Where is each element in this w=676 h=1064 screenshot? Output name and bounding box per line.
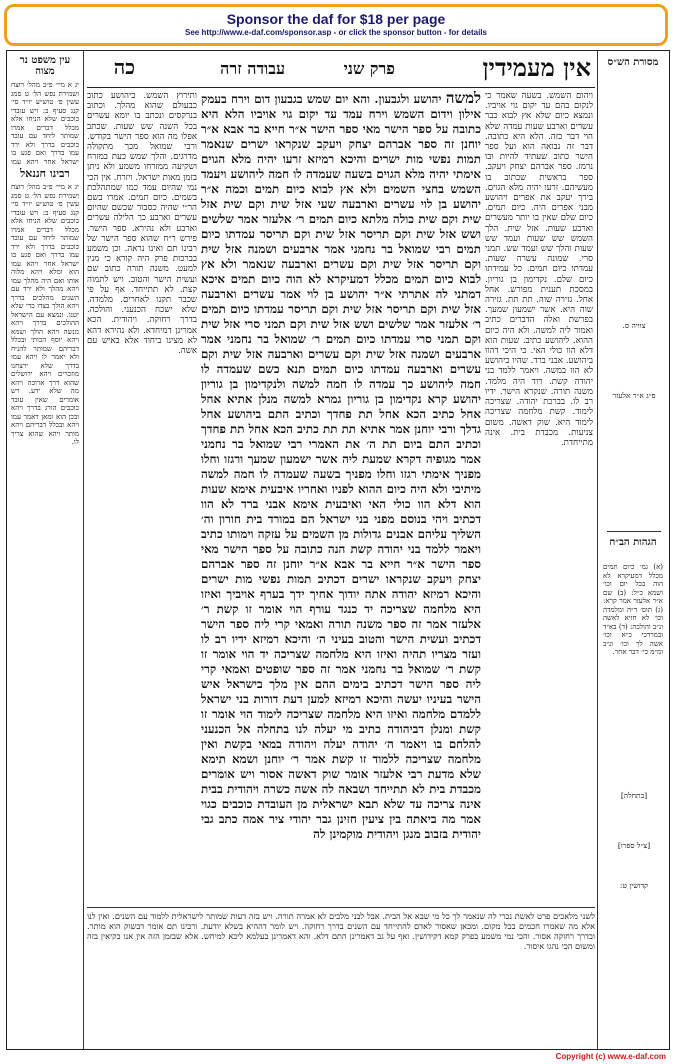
divider <box>607 531 661 532</box>
tosafot-commentary: ותירוץ השמש. ביהושע כתוב כבעולם שהוא מהלך. וכתוב בנרקסים ונכתב בו יומא עשרים בכל השנה שש שעות. שכתב אפלו מה הוא ספר הישר בקודש. ורבי שמואל מכך מתקולה מדרגים. והלך שמש כעת במזרח ושקיעה ממזרחו משמע ולא ניתן בזמן מאות ישראל. ויזרח. אין הכי נמי שהיום עמד כמו שמתהלכת בשמים. כיום תמים. אמרו בשם הר״י שהיה כסבור שכשם שהיום עשרים וארבע כך הלילה עשרים וארבע ולא נהירא. ספר הישר. פירש ר״ח שהוא ספר הישר של רבינו תם ואינו נראה. וכן משמע בברכות פרק היה קורא כי מנין למעט. משנה תורה כתוב שם ועשית הישר והטוב. ויש לתמוה קצת. לא תתייחד. אף על פי שכבר תקנו לאחרים. מלמדה. שלא ישכח הכנעני. והולכה. בדרך רחוקה. ויהודית. הכא אמרינן דמיחדא. ולא נהירא דהא לא מצינו ביחוד אלא באיש עם אשה. <box>87 91 197 357</box>
gemara-text <box>201 91 481 905</box>
ein-mishpat-title: עין משפט נר מצוה <box>19 55 71 77</box>
rabeinu-chananel-title: רבינו חננאל <box>20 167 70 180</box>
page-header <box>87 53 595 88</box>
masoret-note: [צ״ל ספרו] <box>617 841 651 850</box>
daf-number: כה <box>113 55 135 79</box>
chapter-name: אין מעמידין <box>482 53 591 82</box>
divider <box>597 51 598 1050</box>
divider <box>83 51 84 1050</box>
talmud-page <box>6 50 670 1050</box>
tractate-name: עבודה זרה <box>220 59 285 78</box>
masoret-note: פ״ג א״ר אלעזר <box>612 391 656 400</box>
sponsor-banner[interactable] <box>4 4 668 46</box>
gemara-body: יהושע ולגבעון. והא יום שמש בגבעון דום וירח בעמק אילון וידום השמש וירח עמד עד יקום גוי אויביו הלא היא כתובה על ספר הישר מאי ספר הישר א״ר חייא בר אבא א״ר יוחנן זה ספר אברהם יצחק ויעקב שנקראו ישרים שנאמר תמות נפשי מות ישרים והיכא רמיזא זרעו יהיה מלא הגוים אימתי יהיה מלא הגוים בשעה שעמדה לו חמה ליהושע ויעמד השמש בחצי השמים ולא אץ לבוא כיום תמים וכמה א״ר יהושע בן לוי עשרים וארבעה שעי אזל שית וקם שית אזל שית וקם שית כולה מלתא כיום תמים ר׳ אלעזר אמר שלשים ושש אזל שית וקם תריסר אזל שית וקם תריסר עמדתו כיום תמים רבי שמואל בר נחמני אמר ארבעים ושמנה אזל שית וקם תריסר אזל שית וקם עשרים וארבעה שנאמר ולא אץ לבוא כיום תמים מכלל דמעיקרא לא הוה כיום תמים איכא דמתני לה אתרתי א״ר יהושע בן לוי אמר עשרים וארבעה אזל שית וקם תריסר אזל שית וקם תריסר עמדתו כיום תמים ר׳ אלעזר אמר שלשים ושש אזל שית וקם תמני סרי אזל שית וקם תמני סרי עמדתו כיום תמים ר׳ שמואל בר נחמני אמר ארבעים ושמנה אזל שית וקם עשרים וארבעה אזל שית וקם עשרים וארבעה עמדתו כיום תמים תנא כשם שעמדה לו חמה ליהושע כך עמדה לו חמה למשה ולנקדימון בן גוריון יהושע קרא נקדימון בן גוריון גמרא למשה מנלן אתיא אחל אחל כתיב הכא אחל תת פחדך וכתיב התם ביהושע אחל גדלך ורבי יוחנן אמר אתיא תת תת כתיב הכא אחל תת פחדך וכתיב התם ביום תת ה׳ את האמרי רבי שמואל בר נחמני אמר מגופיה דקרא שמעת ליה אשר ישמעון שמעך ורגזו וחלו מפניך אימתי רגזו וחלו מפניך בשעה שעמדה לו חמה למשה מיתיבי ולא היה כיום ההוא לפניו ואחריו איבעית אימא שעות הוא דלא הוו כולי האי ואיבעית אימא אבני ברד לא הוו דכתיב ויהי בנוסם מפני בני ישראל הם במורד בית חורון וה׳ השליך עליהם אבנים גדולות מן השמים על עזקה וימותו כתיב ויאמר ללמד בני יהודה קשת הנה כתובה על ספר הישר מאי ספר הישר א״ר חייא בר אבא א״ר יוחנן זה ספר אברהם יצחק ויעקב שנקראו ישרים דכתיב תמות נפשי מות ישרים והיכא רמיזא יהודה אתה יודוך אחיך ידך בערף אויביך ואיזו היא מלחמה שצריכה יד כנגד עורף הוי אומר זו קשת ר׳ אלעזר אמר זה ספר משנה תורה ואמאי קרי ליה ספר הישר דכתיב ועשית הישר והטוב בעיני ה׳ והיכא רמיזא ידיו רב לו ועזר מצריו תהיה ואיזו היא מלחמה שצריכה יד הוי אומר זו קשת ר׳ שמואל בר נחמני אמר זה ספר שופטים ואמאי קרי ליה ספר הישר דכתיב בימים ההם אין מלך בישראל איש הישר בעיניו יעשה והיכא רמיזא למען דעת דורות בני ישראל ללמדם מלחמה ואיזו היא מלחמה שצריכה לימוד הוי אומר זו קשת ומנלן דביהודה כתיב מי יעלה לנו בתחלה אל הכנעני להלחם בו ויאמר ה׳ יהודה יעלה ויהודה במאי בקשת ואין מלחמה שצריכה ללמוד זו קשת אמר ר׳ יוחנן ושמא תימא שלא מדעת רבי אלעזר אומר שוק דאשה אסור ויש אומרים מכבדת בית לא תתייחד ושבאה לה אשה כשרה ויהודית בבית אינה צריכה עד שלא תבא ישראלית מן העובדת כוכבים כגוי אמר מה ביאתה בין ציעין חזינן גבר יהודי ציר אמה כתב גבי יהודית בזבוב מנגן ויהודית מוקמינן לה <box>201 92 481 841</box>
rashi-commentary: ויהום השמש. בשעה שאמר כי לנקום בהם עד יקום גוי אויביו. ונמצא כיום שלא אץ לבוא כבר עשרים וארבע שעות עמדה שלא הוי דבר כזה. הלא היא כתובה. דבר זה נבואה הוא ועל ספר הישר כתוב שעתיד להיות ובו נרמז. ספר אברהם יצחק ויעקב. ספר בראשית שכתוב בו מעשיהם. זרעו יהיה מלא הגוים. בירך יעקב את אפרים ויהושע מבני אפרים היה. כיום תמים. כיום שלם שאין בו יותר מעשרים וארבע שעות. אזל שית. הלך השמש שש שעות ועמד שש שעות והלך שש ועמד שש. תמני סרי. שמונה עשרה שעות. עמדתו כיום תמים. כל עמידתו כיום שלם. נקדימון בן גוריון. במסכת תענית מפורש. אחל אחל. גזירה שוה. תת תת. גזירה שוה היא. אשר ישמעון שמעך. בפרשת ואלה הדברים כתיב ואמור ליה למשה. ולא היה כיום ההוא. ליהושע כתיב. שעות הוא דלא הוו כולי האי. כי היכי דהוו ביהושע. אבני ברד. שהיו ביהושע לא הוו במשה. ויאמר ללמד בני יהודה קשת. דוד היה מלמד. משנה תורה. שנקרא הישר. ידיו רב לו. בברכת יהודה. שצריכה לימוד. קשת מלחמה שצריכה לימוד היא. שוק דאשה. משום צניעות. מכבדת בית. אינה מתייחדת. <box>485 91 593 448</box>
masoret-note: צוויה ס. <box>622 321 646 330</box>
hagahot-text: (א) גמ׳ כיום תמים מכלל דמעיקרא לא הוה בכל יום וכו׳ ושמא כ״ל: (ב) שם א״ר אלעזר אמר קרא: (ג) תוס׳ ד״ה ומלמדה וכו׳ לא חזיא לאשה ונ״ב והולכה: (ד) בא״ד ובמרדכי כ״א וכו׳ אשה לך וכו׳ ונ״ב ומ״מ כי׳ דבר אחר. <box>603 563 663 656</box>
hagahot-title: הגהות הב״ח <box>609 537 657 548</box>
sponsor-subtitle[interactable]: See http://www.e-daf.com/sponsor.asp - or click the sponsor button - for details <box>185 28 487 37</box>
divider <box>87 907 595 908</box>
masoret-note: [בתחלה] <box>620 791 648 800</box>
rabeinu-chananel-text: יג א מיי׳ פ״ב מהל׳ רוצח ושמירת נפש הל׳ ט סמג עשין פ׳ טוש״ע יו״ד סי׳ קנג סעיף ב: ויש עובדי כוכבים שלא הניחו אלא מכלל דברים אמרו שמותר ליחד עם עובד כוכבים בדרך ולא ירד עמו בדרך ואם פגע בו ישראל אחר ויהא עמו הוא ומלא ויהא מלוה אותו ואם היה מהלך עמו ויהא מהלך ולא ירד עם השנים מהלכים בדרך ויהא הולך בצדו כדי שלא יטנו. ונמצא עם הישראל ההולכים בדרך ויהא מנשה ויהא הולך ושמא ויהא יוסף הכותי ובכלל דבריהם שמותר להניח ולא יאמר לו ויהא עמו בדרך שלא ירצחנו מוזכרים ויהא ירושלים שהוא דרך ארוכה ויהא מה שלא ידע. ויש אומרים שאין עובד כוכבים הורג בדרך ויהא ובכן הוא ומאן דאמר עמו ויהא ובכלל דבריהם ויהא מותר ויהא שהוא צריך לו. <box>11 183 79 446</box>
sponsor-title[interactable]: Sponsor the daf for $18 per page <box>226 11 446 27</box>
copyright-link[interactable]: Copyright (c) www.e-daf.com <box>555 1052 666 1061</box>
masoret-hashas-title: מסורת הש״ס <box>607 57 659 68</box>
chapter-number: פרק שני <box>343 59 395 78</box>
gemara-lead-word: למשה <box>445 91 481 107</box>
ein-mishpat-text: יג א מיי׳ פ״ב מהל׳ רוצח ושמירת נפש הל׳ ט סמג עשין פ׳ טוש״ע יו״ד סי׳ קנג סעיף ב: ויש עובדי כוכבים שלא הניחו אלא מכלל דברים אמרו שמותר ליחד עם עובד כוכבים בדרך ולא ירד עמו בדרך ואם פגע בו ישראל אחר ויהא עמו <box>11 81 79 165</box>
masoret-note: קדושין ט: <box>619 881 649 890</box>
footnote-text: לשני מלאכים פרט לאשת נכרי לה שנאמר לך כל מי שבא אל הבית. אבל לבני מלכים לא אמרה תורה. ויש בזה דעות שמותר לישראלית ללמוד עם השנים. ואין לנו אלא מה שאמרו חכמים בכל מקום. ומכאן שאסור לאדם להתייחד עם השנים בדרך רחוקה. ויש לומר דההיא בשלא יודעת. ורבינו תם אומר דבשוק הוא מותר. ובדרך רחוקה אסור. והכי נמי משמע בפרק קמא דקידושין. ואף על גב דאמרינן התם דלא. והא דאמרינן בעלמא ליכא למיחש. אלא שבזמן הזה אין אנו בקיאין בזה ומשום הכי נהגו איסור. <box>87 911 595 951</box>
